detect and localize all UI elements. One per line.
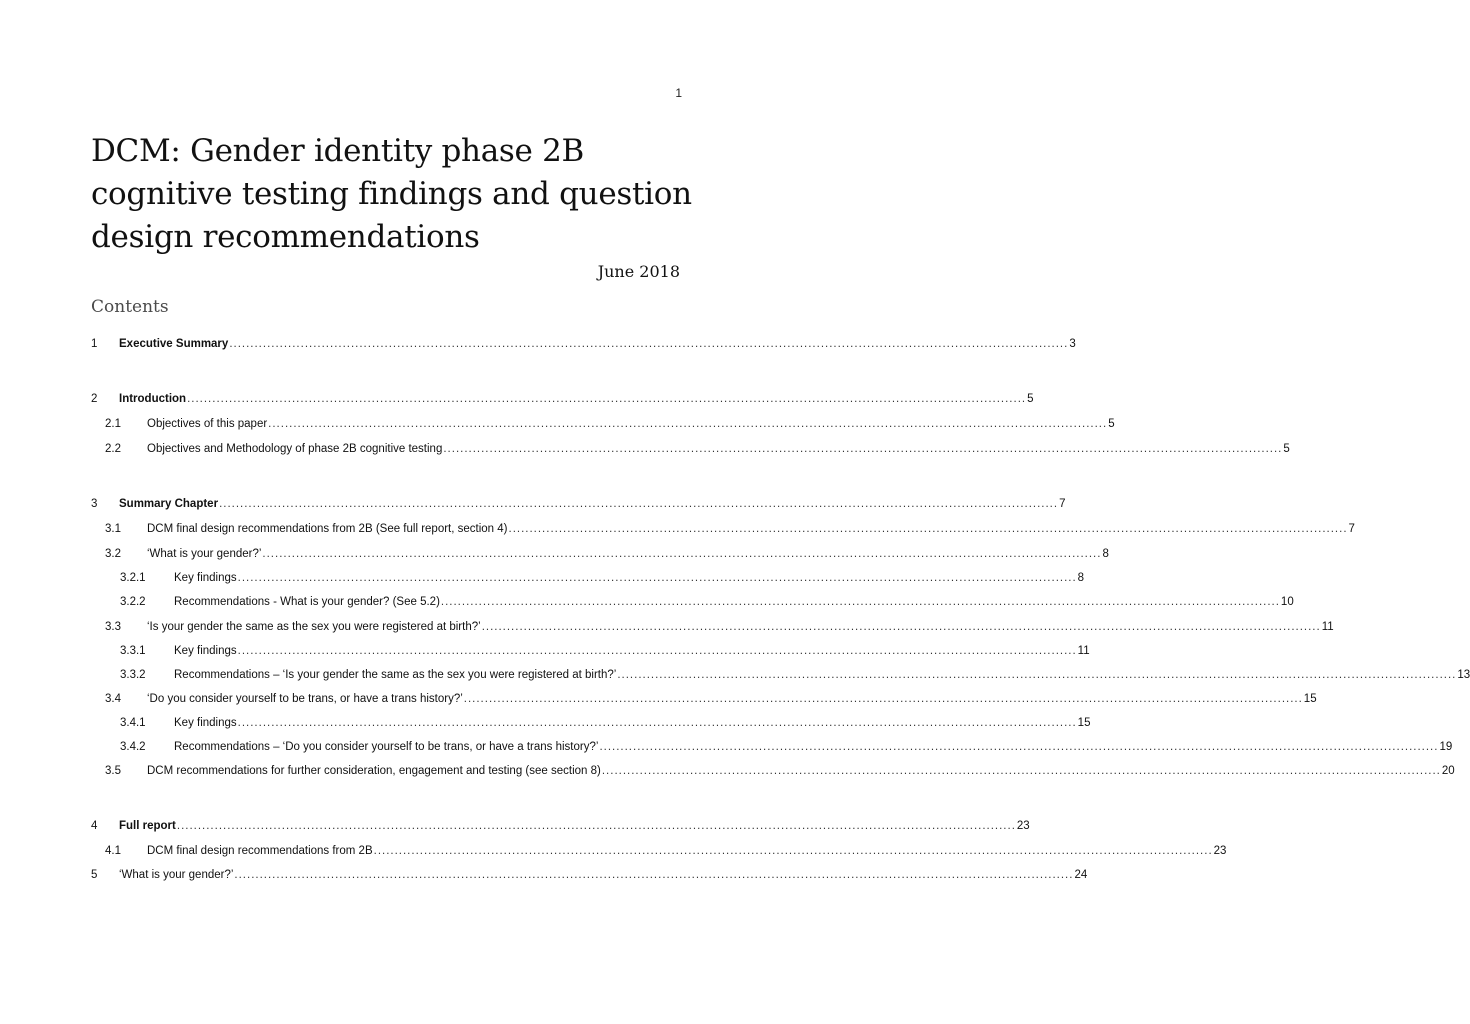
- toc-entry[interactable]: [0, 496, 1066, 516]
- toc-entry-title[interactable]: Summary Chapter: [119, 498, 219, 510]
- toc-dot-leader: ........................................................................................................................................................................................................: [237, 717, 1077, 729]
- toc-entry-number: 3: [91, 498, 98, 510]
- toc-entry-number: 4: [91, 820, 98, 832]
- toc-entry[interactable]: [0, 441, 1290, 461]
- toc-entry[interactable]: [0, 667, 1470, 687]
- toc-entry-title[interactable]: Recommendations - What is your gender? (See 5.2): [174, 596, 440, 608]
- toc-entry-number: 2: [91, 393, 98, 405]
- toc-entry[interactable]: [0, 818, 1030, 838]
- toc-entry-number: 2.1: [105, 418, 121, 430]
- toc-dot-leader: ........................................................................................................................................................................................................: [463, 693, 1303, 705]
- toc-entry-title[interactable]: Objectives of this paper: [147, 418, 268, 430]
- toc-dot-leader: ........................................................................................................................................................................................................: [601, 765, 1441, 777]
- toc-entry-number: 3.2.1: [120, 572, 146, 584]
- toc-entry-title[interactable]: DCM final design recommendations from 2B (See full report, section 4): [147, 523, 508, 535]
- toc-entry[interactable]: [0, 739, 1453, 759]
- document-title: DCM: Gender identity phase 2B cognitive testing findings and question design recommendations: [91, 133, 692, 255]
- toc-entry[interactable]: [0, 391, 1034, 411]
- toc-dot-leader: ........................................................................................................................................................................................................: [234, 869, 1074, 881]
- toc-dot-leader: ........................................................................................................................................................................................................: [440, 596, 1280, 608]
- toc-entry-page: 5: [1283, 443, 1290, 455]
- toc-entry-page: 7: [1348, 523, 1355, 535]
- toc-entry-page: 23: [1016, 820, 1030, 832]
- toc-entry-number: 3.3.2: [120, 669, 146, 681]
- toc-entry-number: 4.1: [105, 845, 121, 857]
- toc-entry-number: 3.3.1: [120, 645, 146, 657]
- toc-dot-leader: ........................................................................................................................................................................................................: [599, 741, 1439, 753]
- toc-entry-page: 11: [1077, 645, 1090, 657]
- toc-entry[interactable]: [0, 867, 1088, 887]
- toc-entry-page: 8: [1077, 572, 1085, 584]
- toc-entry-title[interactable]: Executive Summary: [119, 338, 229, 350]
- toc-entry-title[interactable]: DCM final design recommendations from 2B: [147, 845, 373, 857]
- toc-entry[interactable]: [0, 843, 1227, 863]
- toc-entry-title[interactable]: Full report: [119, 820, 176, 832]
- toc-dot-leader: ........................................................................................................................................................................................................: [229, 338, 1069, 350]
- toc-dot-leader: ........................................................................................................................................................................................................: [617, 669, 1457, 681]
- toc-entry-page: 3: [1069, 338, 1076, 350]
- toc-entry-number: 3.4.2: [120, 741, 146, 753]
- toc-dot-leader: ........................................................................................................................................................................................................: [268, 418, 1108, 430]
- toc-dot-leader: ........................................................................................................................................................................................................: [219, 498, 1059, 510]
- toc-entry[interactable]: [0, 619, 1334, 639]
- toc-entry-number: 2.2: [105, 443, 121, 455]
- toc-dot-leader: ........................................................................................................................................................................................................: [237, 572, 1077, 584]
- toc-entry[interactable]: [0, 336, 1076, 356]
- toc-entry-title[interactable]: Key findings: [174, 645, 237, 657]
- toc-entry[interactable]: [0, 521, 1355, 541]
- contents-heading: Contents: [91, 297, 169, 317]
- toc-dot-leader: ........................................................................................................................................................................................................: [481, 621, 1321, 633]
- toc-entry-number: 3.4.1: [120, 717, 146, 729]
- toc-entry[interactable]: [0, 691, 1317, 711]
- toc-entry-page: 5: [1027, 393, 1034, 405]
- page-number: 1: [675, 86, 682, 100]
- toc-entry-title[interactable]: DCM recommendations for further consideration, engagement and testing (see section 8): [147, 765, 601, 777]
- toc-entry-title[interactable]: Key findings: [174, 572, 237, 584]
- toc-dot-leader: ........................................................................................................................................................................................................: [262, 548, 1102, 560]
- toc-dot-leader: ........................................................................................................................................................................................................: [373, 845, 1213, 857]
- toc-entry-title[interactable]: Key findings: [174, 717, 237, 729]
- toc-entry-title[interactable]: Introduction: [119, 393, 187, 405]
- toc-entry[interactable]: [0, 416, 1115, 436]
- toc-entry-number: 3.1: [105, 523, 121, 535]
- toc-entry[interactable]: [0, 643, 1090, 663]
- toc-entry-number: 3.4: [105, 693, 121, 705]
- toc-entry[interactable]: [0, 715, 1091, 735]
- toc-dot-leader: ........................................................................................................................................................................................................: [237, 645, 1077, 657]
- toc-entry-title[interactable]: ‘Do you consider yourself to be trans, or have a trans history?’: [147, 693, 463, 705]
- toc-dot-leader: ........................................................................................................................................................................................................: [176, 820, 1016, 832]
- toc-dot-leader: ........................................................................................................................................................................................................: [187, 393, 1027, 405]
- toc-entry-number: 3.3: [105, 621, 121, 633]
- toc-entry-page: 15: [1303, 693, 1317, 705]
- toc-entry-title[interactable]: Objectives and Methodology of phase 2B cognitive testing: [147, 443, 443, 455]
- toc-entry-page: 5: [1108, 418, 1115, 430]
- toc-entry-page: 24: [1074, 869, 1088, 881]
- toc-entry-page: 8: [1102, 548, 1109, 560]
- toc-entry-title[interactable]: ‘Is your gender the same as the sex you were registered at birth?’: [147, 621, 481, 633]
- toc-entry-page: 20: [1441, 765, 1455, 777]
- toc-entry-number: 3.2.2: [120, 596, 146, 608]
- document-date: June 2018: [597, 262, 680, 281]
- toc-entry-number: 3.2: [105, 548, 121, 560]
- toc-entry-page: 10: [1280, 596, 1294, 608]
- toc-entry-page: 11: [1321, 621, 1334, 633]
- toc-entry-number: 1: [91, 338, 98, 350]
- toc-dot-leader: ........................................................................................................................................................................................................: [443, 443, 1283, 455]
- toc-dot-leader: ........................................................................................................................................................................................................: [508, 523, 1348, 535]
- toc-entry-title[interactable]: ‘What is your gender?’: [119, 869, 234, 881]
- toc-entry-number: 5: [91, 869, 98, 881]
- toc-entry[interactable]: [0, 570, 1085, 590]
- toc-entry[interactable]: [0, 594, 1294, 614]
- toc-entry-title[interactable]: Recommendations – ‘Do you consider yourself to be trans, or have a trans history?’: [174, 741, 599, 753]
- toc-entry[interactable]: [0, 546, 1109, 566]
- toc-entry-title[interactable]: ‘What is your gender?’: [147, 548, 262, 560]
- toc-entry-page: 23: [1213, 845, 1227, 857]
- toc-entry-number: 3.5: [105, 765, 121, 777]
- toc-entry-page: 19: [1439, 741, 1453, 753]
- toc-entry[interactable]: [0, 763, 1455, 783]
- toc-entry-page: 13: [1457, 669, 1470, 681]
- toc-entry-title[interactable]: Recommendations – ‘Is your gender the same as the sex you were registered at birth?’: [174, 669, 617, 681]
- toc-entry-page: 7: [1059, 498, 1066, 510]
- toc-entry-page: 15: [1077, 717, 1091, 729]
